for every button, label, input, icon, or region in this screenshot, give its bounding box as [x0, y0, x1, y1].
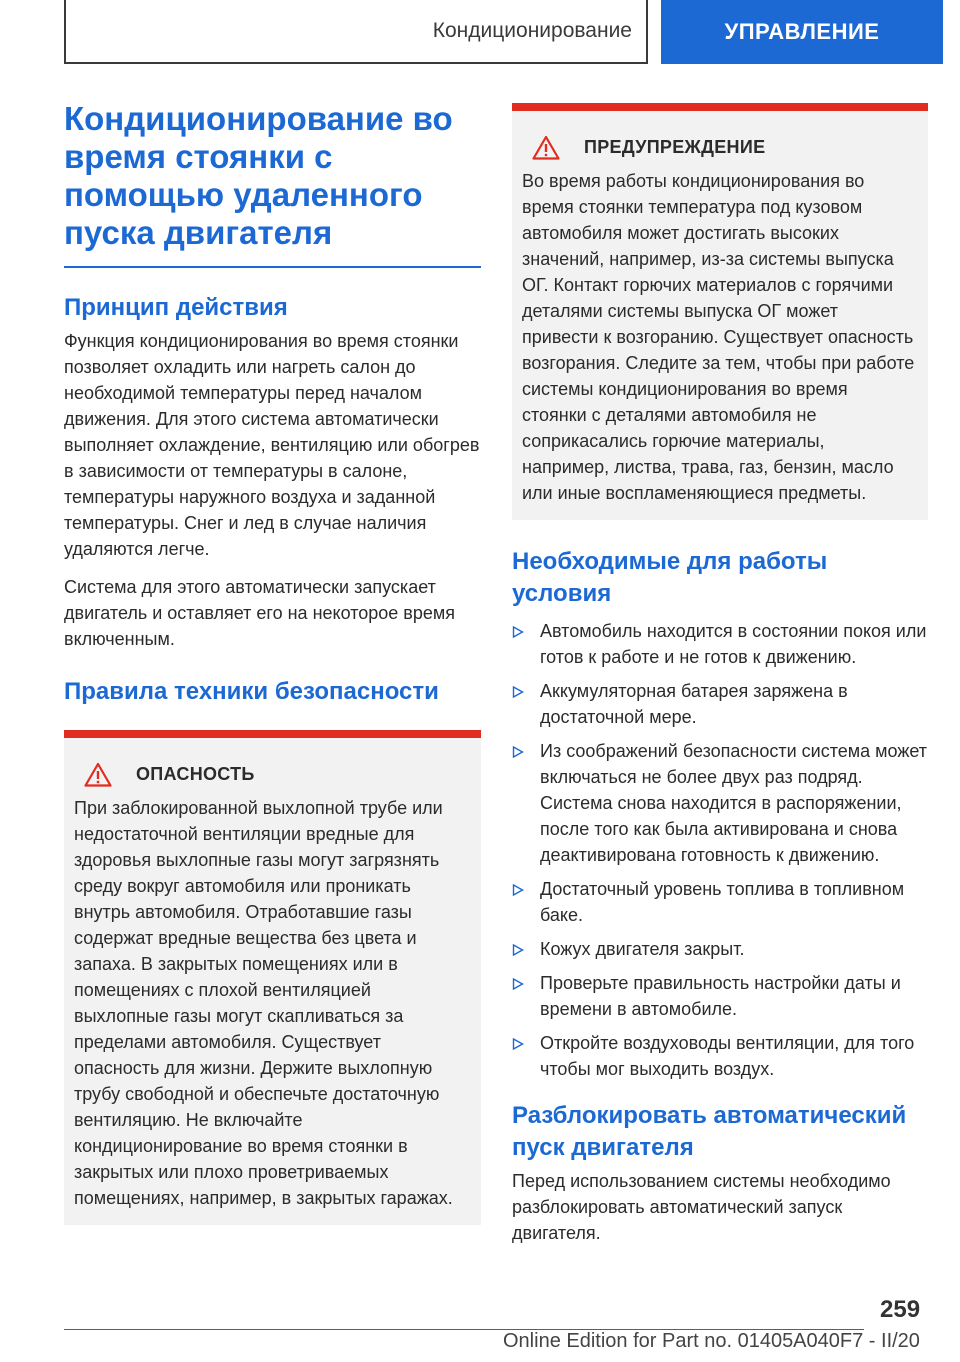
danger-box: [64, 730, 481, 1225]
warning-title: ПРЕДУПРЕЖДЕНИЕ: [584, 137, 766, 157]
header-section: [64, 0, 648, 64]
page-title: Кондиционирование во время стоянки с помощью удаленного пуска двигателя: [64, 100, 481, 268]
bullet-triangle-icon: [512, 678, 524, 730]
danger-box-header: [74, 762, 469, 787]
condition-text: Проверьте правильность настройки даты и времени в автомобиле.: [540, 973, 901, 1019]
bullet-triangle-icon: [512, 970, 524, 1022]
warning-text: Во время работы кондиционирования во время стоянки температура под кузовом автомобиля может достигать высоких значений, например, из-за системы выпуска ОГ. Контакт горючих материалов с горячими деталями системы выпуска ОГ может привести к возгоранию. Существует опасность возгорания. Следите за тем, чтобы при работе системы кондиционирования во время стоянки с деталями автомобиля не соприкасались горючие материалы, например, листва, трава, газ, бензин, масло или иные воспламеняющиеся предметы.: [522, 171, 915, 503]
header-section-label: Кондиционирование: [432, 19, 632, 42]
header-chapter: [661, 0, 943, 64]
header-chapter-label: УПРАВЛЕНИЕ: [724, 19, 880, 44]
safety-heading: Правила техники безопасности: [64, 678, 439, 705]
bullet-triangle-icon: [512, 618, 524, 670]
danger-title: ОПАСНОСТЬ: [136, 764, 255, 784]
footer-edition: Online Edition for Part no. 01405A040F7 - II/20: [503, 1330, 920, 1352]
condition-text: Достаточный уровень топлива в топливном баке.: [540, 879, 905, 925]
danger-text: При заблокированной выхлопной трубе или недостаточной вентиляции вредные для здоровья выхлопные газы могут загрязнять среду вокруг автомобиля или проникать внутрь автомобиля. Отработавшие газы содержат вредные вещества без цвета и запаха. В закрытых помещениях или в помещениях с плохой вентиляцией выхлопные газы могут скапливаться за пределами автомобиля. Существует опасность для жизни. Держите выхлопную трубу свободной и обеспечьте достаточную вентиляцию. Не включайте кондиционирование во время стоянки в закрытых или плохо проветриваемых помещениях, например, в закрытых гаражах.: [74, 798, 453, 1208]
list-item: [512, 678, 928, 730]
bullet-triangle-icon: [512, 876, 524, 928]
list-item: [512, 1030, 928, 1082]
warning-triangle-icon: [84, 762, 112, 787]
warning-triangle-icon: [532, 135, 560, 160]
warning-box-header: [522, 135, 916, 160]
unlock-text: Перед использованием системы необходимо разблокировать автоматический запуск двигателя.: [512, 1171, 891, 1243]
bullet-triangle-icon: [512, 936, 524, 962]
condition-text: Кожух двигателя закрыт.: [540, 939, 745, 959]
principle-paragraph-2: Система для этого автоматически запускает двигатель и оставляет его на некоторое время включенным.: [64, 577, 455, 649]
condition-text: Автомобиль находится в состоянии покоя или готов к работе и не готов к движению.: [540, 621, 927, 667]
unlock-heading: Разблокировать автоматический пуск двигателя: [512, 1102, 907, 1161]
page-number: 259: [880, 1296, 921, 1323]
conditions-list: [512, 618, 928, 1082]
bullet-triangle-icon: [512, 738, 524, 868]
list-item: [512, 618, 928, 670]
right-column: [512, 103, 928, 1246]
condition-text: Откройте воздуховоды вентиляции, для того чтобы мог выходить воздух.: [540, 1033, 915, 1079]
list-item: [512, 936, 928, 962]
principle-heading: Принцип действия: [64, 294, 288, 321]
condition-text: Из соображений безопасности система может включаться не более двух раз подряд. Система снова находится в распоряжении, после того как была активирована и снова деактивирована готовность к движению.: [540, 741, 928, 865]
principle-paragraph-1: Функция кондиционирования во время стоянки позволяет охладить или нагреть салон до необходимой температуры перед началом движения. Для этого система автоматически выполняет охлаждение, вентиляцию или обогрев в зависимости от температуры в салоне, температуры наружного воздуха и заданной температуры. Снег и лед в случае наличия удаляются легче.: [64, 331, 480, 559]
bullet-triangle-icon: [512, 1030, 524, 1082]
list-item: [512, 876, 928, 928]
list-item: [512, 970, 928, 1022]
conditions-heading: Необходимые для работы условия: [512, 548, 828, 607]
list-item: [512, 738, 928, 868]
condition-text: Аккумуляторная батарея заряжена в достаточной мере.: [540, 681, 848, 727]
left-column: [64, 100, 481, 1225]
warning-box: [512, 103, 928, 520]
